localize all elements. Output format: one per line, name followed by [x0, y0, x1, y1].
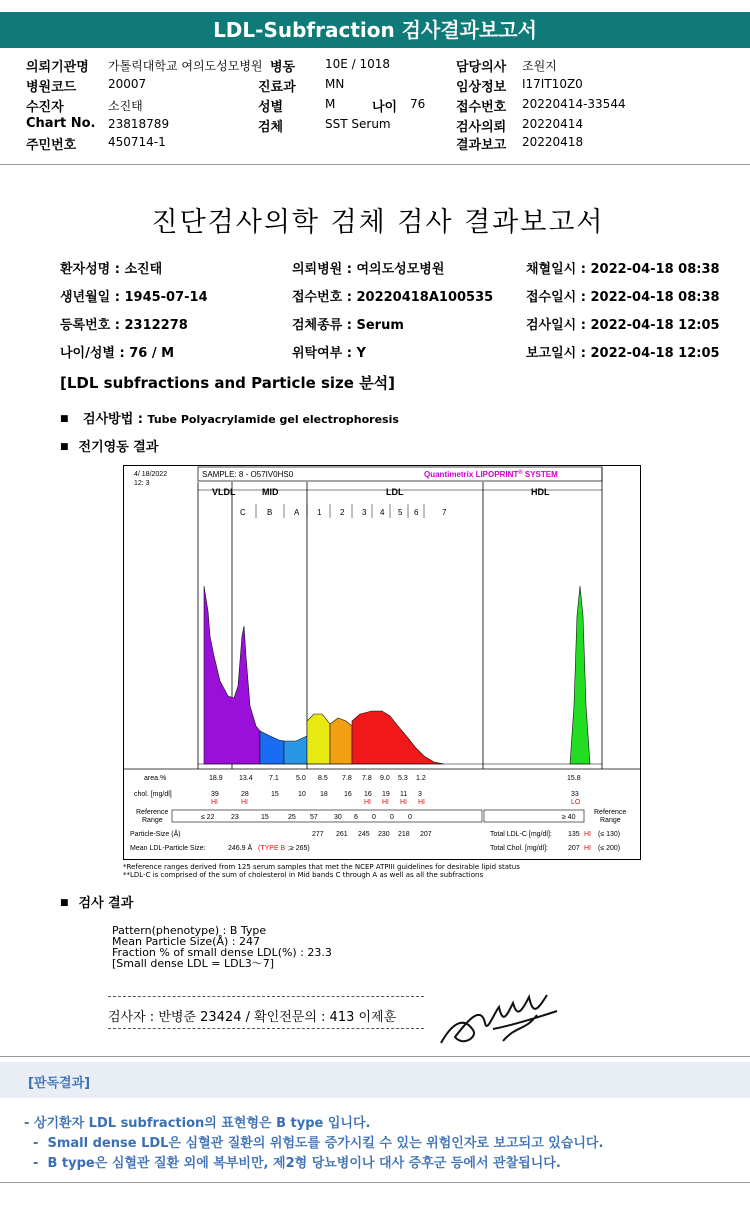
chart-date: 4/ 18/2022: [134, 471, 168, 478]
area-value: 7.8: [342, 775, 352, 782]
hdl-chol-value: 33: [571, 791, 579, 798]
header-label: 의뢰기관명: [26, 60, 89, 75]
ref-value: 15: [261, 814, 269, 821]
hdl-ref-value: ≥ 40: [562, 814, 576, 821]
header-value: 조원지: [522, 59, 557, 73]
ref-value: 25: [288, 814, 296, 821]
patient-name: 환자성명 : 소진태: [60, 262, 163, 277]
report-document: [28, 170, 728, 1060]
chol-flag: HI: [364, 799, 371, 806]
ref-value: 0: [372, 814, 376, 821]
results: [112, 925, 332, 969]
peak-mid-a: [284, 736, 307, 764]
header-label: 주민번호: [26, 138, 77, 153]
ref-value: 57: [310, 814, 318, 821]
size-value: 277: [312, 831, 324, 838]
header-label: 담당의사: [456, 60, 507, 75]
band-label: 1: [317, 508, 322, 517]
header-value: 20220418: [522, 135, 584, 149]
row-label-chol: chol. [mg/dl]: [134, 791, 172, 798]
ref-label-right: Reference: [594, 809, 627, 816]
ref-value: 6: [354, 814, 358, 821]
header-label: 접수번호: [456, 100, 507, 115]
footnote: **LDL-C is comprised of the sum of cholesterol in Mid bands C through A as well as all the subfractions: [123, 871, 484, 879]
electro-label: ■ 전기영동 결과: [60, 436, 158, 455]
total-chol-ref: (≤ 200): [598, 845, 621, 852]
size-value: 207: [420, 831, 432, 838]
judgment-line: - Small dense LDL은 심혈관 질환의 위험도를 증가시킬 수 있는 위험인자로 보고되고 있습니다.: [24, 1136, 604, 1151]
judgment-line: - 상기환자 LDL subfraction의 표현형은 B type 입니다.: [24, 1116, 371, 1131]
result-line: Fraction % of small dense LDL(%) : 23.3: [112, 946, 332, 959]
hdl-area-value: 15.8: [567, 775, 581, 782]
total-ldl-flag: HI: [584, 831, 591, 838]
chol-value: 16: [364, 791, 372, 798]
divider: [0, 1056, 750, 1057]
header-value: 10E / 1018: [325, 57, 391, 71]
chol-flag: HI: [400, 799, 407, 806]
header-value: 소진태: [108, 99, 143, 113]
result-label: ■ 검사 결과: [60, 892, 133, 911]
chol-flag: HI: [418, 799, 425, 806]
band-label: 5: [398, 508, 403, 517]
peak-ldl1: [307, 714, 330, 764]
group-label-vldl: VLDL: [212, 487, 236, 497]
header-label: 나이: [372, 100, 398, 115]
band-label: 4: [380, 508, 385, 517]
header-value: SST Serum: [325, 117, 391, 131]
method-value: Tube Polyacrylamide gel electrophoresis: [147, 413, 399, 426]
chart-svg: [124, 466, 640, 859]
chol-value: 10: [298, 791, 306, 798]
page-title: LDL-Subfraction 검사결과보고서: [0, 12, 750, 48]
header-value: 가톨릭대학교 여의도성모병원: [108, 59, 263, 73]
chart-sample: SAMPLE: 8 - O57IV0HS0: [202, 470, 294, 479]
judgment-title: [판독결과]: [28, 1076, 91, 1091]
ref-value: 0: [408, 814, 412, 821]
method-label: 검사방법 :: [83, 412, 148, 427]
peak-ldl3-7: [352, 711, 444, 764]
lipoprint-chart: [123, 465, 641, 860]
patient-accession: 접수번호 : 20220418A100535: [292, 290, 494, 305]
group-label-hdl: HDL: [531, 487, 550, 497]
chol-flag: HI: [382, 799, 389, 806]
patient-received: 접수일시 : 2022-04-18 08:38: [526, 290, 720, 305]
patient-tested: 검사일시 : 2022-04-18 12:05: [526, 318, 720, 333]
top-strip: [0, 0, 750, 10]
patient-birth: 생년월일 : 1945-07-14: [60, 290, 208, 305]
group-label-mid: MID: [262, 487, 279, 497]
judgment-panel: [0, 1062, 750, 1230]
row-label-ref: Reference: [136, 809, 169, 816]
mean-size-value: 246.9 Å: [228, 845, 253, 852]
row-label-mean: Mean LDL-Particle Size:: [130, 845, 206, 852]
patient-reg: 등록번호 : 2312278: [60, 318, 188, 333]
total-chol-flag: HI: [584, 845, 591, 852]
ref-value: ≤ 22: [201, 814, 215, 821]
method-line: [60, 408, 399, 427]
header-label: Chart No.: [26, 116, 96, 131]
header-label: 성별: [258, 100, 284, 115]
section-title: [LDL subfractions and Particle size 분석]: [60, 374, 396, 392]
header-value: 450714-1: [108, 135, 166, 149]
band-label: 7: [442, 508, 447, 517]
header-label: 검사의뢰: [456, 120, 507, 135]
header-label: 수진자: [26, 100, 64, 115]
ref-box: [172, 810, 482, 822]
footnote: *Reference ranges derived from 125 serum samples that met the NCEP ATPIII guidelines for desirable lipid status: [123, 863, 520, 871]
judgment-header: [0, 1062, 750, 1098]
group-label-ldl: LDL: [386, 487, 404, 497]
chol-value: 15: [271, 791, 279, 798]
chart-brand: Quantimetrix LIPOPRINT® SYSTEM: [424, 470, 558, 479]
row-label-ref: Range: [142, 817, 163, 824]
signature-text: 검사자 : 반병준 23424 / 확인전문의 : 413 이제훈: [108, 1010, 397, 1025]
header-value: 20220414: [522, 117, 584, 131]
peak-ldl2: [330, 718, 352, 764]
header-label: 임상정보: [456, 80, 507, 95]
band-label: B: [267, 508, 273, 517]
mean-ref: ;≥ 265): [288, 845, 310, 852]
header-value: M: [325, 97, 336, 111]
ref-value: 0: [390, 814, 394, 821]
header-label: 결과보고: [456, 138, 507, 153]
chol-flag: HI: [241, 799, 248, 806]
area-value: 7.8: [362, 775, 372, 782]
ref-value: 23: [231, 814, 239, 821]
area-value: 9.0: [380, 775, 390, 782]
result-line: Mean Particle Size(Å) : 247: [112, 935, 260, 948]
total-ldl-ref: (≤ 130): [598, 831, 621, 838]
chol-value: 18: [320, 791, 328, 798]
area-value: 5.3: [398, 775, 408, 782]
header-label: 병동: [270, 60, 296, 75]
patient-reported: 보고일시 : 2022-04-18 12:05: [526, 346, 720, 361]
chol-value: 16: [344, 791, 352, 798]
patient-specimen: 검체종류 : Serum: [292, 318, 404, 333]
size-value: 261: [336, 831, 348, 838]
report-title: 진단검사의학 검체 검사 결과보고서: [151, 207, 605, 238]
total-ldl-label: Total LDL-C [mg/dl]:: [490, 831, 552, 838]
header-value: 20220414-33544: [522, 97, 626, 111]
chol-value: 28: [241, 791, 249, 798]
patient-consign: 위탁여부 : Y: [292, 346, 366, 361]
area-value: 1.2: [416, 775, 426, 782]
patient-age: 나이/성별 : 76 / M: [60, 346, 175, 361]
header-label: 검체: [258, 120, 284, 135]
sig-line-bottom: [108, 1028, 424, 1029]
signature-mark: [433, 985, 563, 1055]
header-info: [0, 52, 750, 162]
result-line: Pattern(phenotype) : B Type: [112, 924, 267, 937]
sig-line-top: [108, 996, 424, 997]
chol-value: 11: [400, 791, 408, 798]
band-label: 2: [340, 508, 345, 517]
band-label: 6: [414, 508, 419, 517]
header-value: I17IT10Z0: [522, 77, 583, 91]
header-value: MN: [325, 77, 345, 91]
area-value: 5.0: [296, 775, 306, 782]
divider: [0, 1182, 750, 1183]
area-value: 18.9: [209, 775, 223, 782]
header-value: 23818789: [108, 117, 170, 131]
header-label: 병원코드: [26, 80, 77, 95]
patient-collected: 채혈일시 : 2022-04-18 08:38: [526, 262, 720, 277]
total-chol-label: Total Chol. [mg/dl]:: [490, 845, 548, 852]
row-label-size: Particle-Size (Å): [130, 831, 181, 838]
row-label-area: area.%: [144, 775, 167, 782]
patient-hospital: 의뢰병원 : 여의도성모병원: [292, 262, 445, 277]
band-label: 3: [362, 508, 367, 517]
chol-value: 3: [418, 791, 422, 798]
ref-label-right: Range: [600, 817, 621, 824]
size-value: 230: [378, 831, 390, 838]
result-line: [Small dense LDL = LDL3～7]: [112, 957, 275, 970]
header-value: 76: [410, 97, 426, 111]
chol-value: 39: [211, 791, 219, 798]
judgment-line: - B type은 심혈관 질환 외에 복부비만, 제2형 당뇨병이나 대사 증후군 등에서 관찰됩니다.: [24, 1156, 561, 1171]
peak-mid-b: [260, 731, 284, 764]
hdl-chol-flag: LO: [571, 799, 581, 806]
footnotes: [123, 863, 520, 879]
ref-value: 30: [334, 814, 342, 821]
chart-time: 12: 3: [134, 480, 150, 487]
chol-value: 19: [382, 791, 390, 798]
total-ldl-value: 135: [568, 831, 580, 838]
peak-hdl: [570, 586, 590, 764]
chol-flag: HI: [211, 799, 218, 806]
header-label: 진료과: [258, 80, 296, 95]
divider: [0, 164, 750, 165]
band-label: C: [240, 508, 246, 517]
total-chol-value: 207: [568, 845, 580, 852]
area-value: 7.1: [269, 775, 279, 782]
band-label: A: [294, 508, 300, 517]
size-value: 218: [398, 831, 410, 838]
header-value: 20007: [108, 77, 147, 91]
mean-type: (TYPE B: [258, 845, 286, 852]
size-value: 245: [358, 831, 370, 838]
area-value: 8.5: [318, 775, 328, 782]
area-value: 13.4: [239, 775, 253, 782]
